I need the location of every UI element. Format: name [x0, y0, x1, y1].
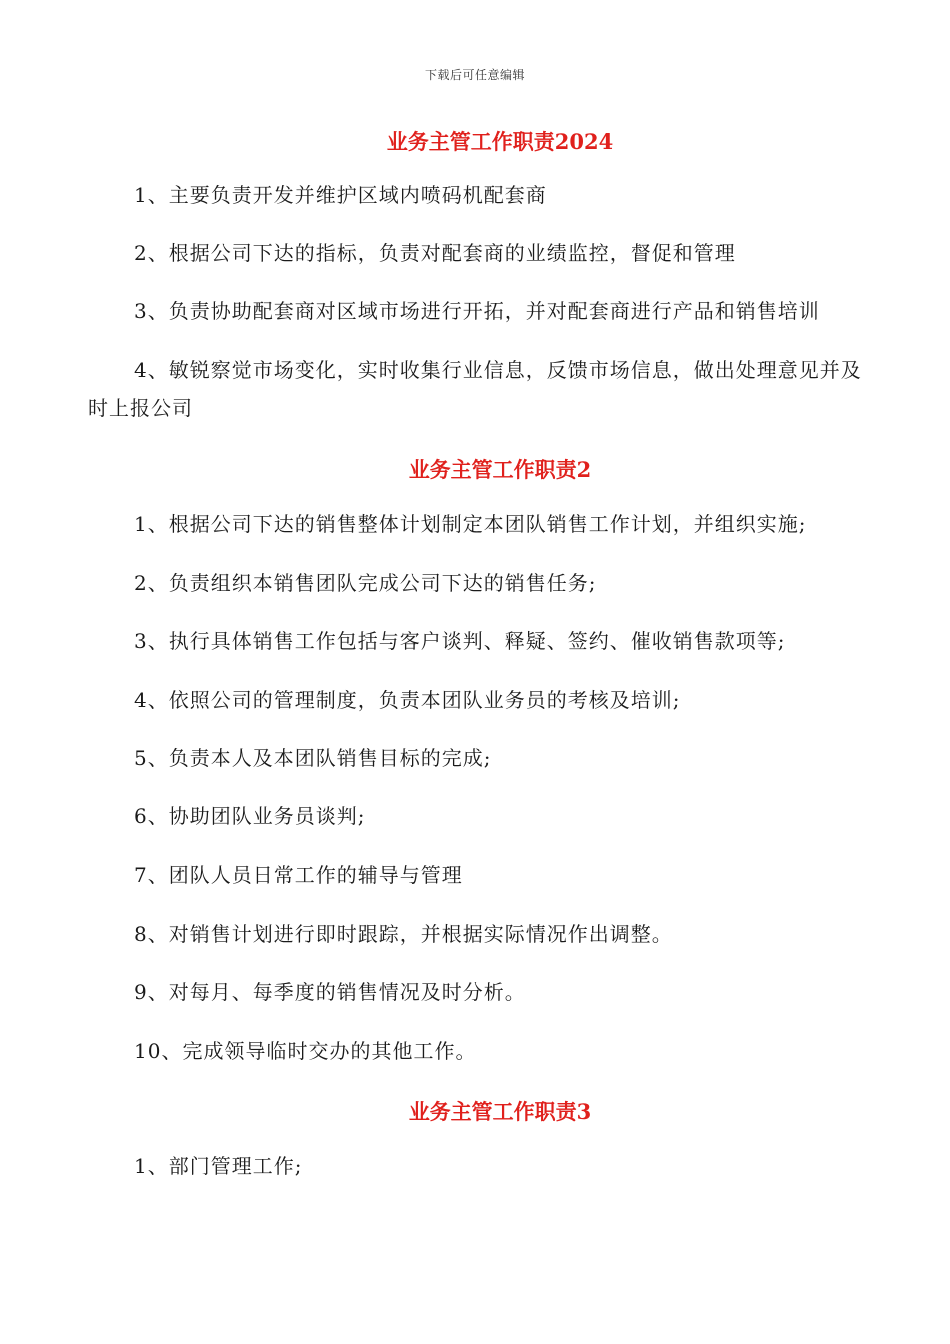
list-item: 1、部门管理工作; — [134, 1154, 303, 1178]
list-item: 10、完成领导临时交办的其他工作。 — [134, 1039, 477, 1063]
list-item: 2、根据公司下达的指标，负责对配套商的业绩监控，督促和管理 — [134, 241, 736, 265]
section-heading: 业务主管工作职责2024 — [386, 129, 614, 154]
list-item: 6、协助团队业务员谈判; — [134, 804, 366, 828]
list-item: 4、敏锐察觉市场变化，实时收集行业信息，反馈市场信息，做出处理意见并及时上报公司 — [88, 358, 862, 420]
list-item: 3、负责协助配套商对区域市场进行开拓，并对配套商进行产品和销售培训 — [134, 299, 820, 323]
list-item: 4、依照公司的管理制度，负责本团队业务员的考核及培训; — [134, 688, 681, 712]
list-item: 9、对每月、每季度的销售情况及时分析。 — [134, 980, 526, 1004]
list-item: 3、执行具体销售工作包括与客户谈判、释疑、签约、催收销售款项等; — [134, 629, 786, 653]
section-heading: 业务主管工作职责2 — [408, 457, 592, 482]
list-item: 2、负责组织本销售团队完成公司下达的销售任务; — [134, 571, 597, 595]
list-item: 1、主要负责开发并维护区域内喷码机配套商 — [134, 183, 547, 207]
list-item: 7、团队人员日常工作的辅导与管理 — [134, 863, 463, 887]
list-item: 1、根据公司下达的销售整体计划制定本团队销售工作计划，并组织实施; — [134, 512, 807, 536]
section-heading: 业务主管工作职责3 — [408, 1099, 592, 1124]
list-item: 5、负责本人及本团队销售目标的完成; — [134, 746, 492, 770]
list-item: 8、对销售计划进行即时跟踪，并根据实际情况作出调整。 — [134, 922, 673, 946]
header-note: 下载后可任意编辑 — [424, 68, 525, 82]
